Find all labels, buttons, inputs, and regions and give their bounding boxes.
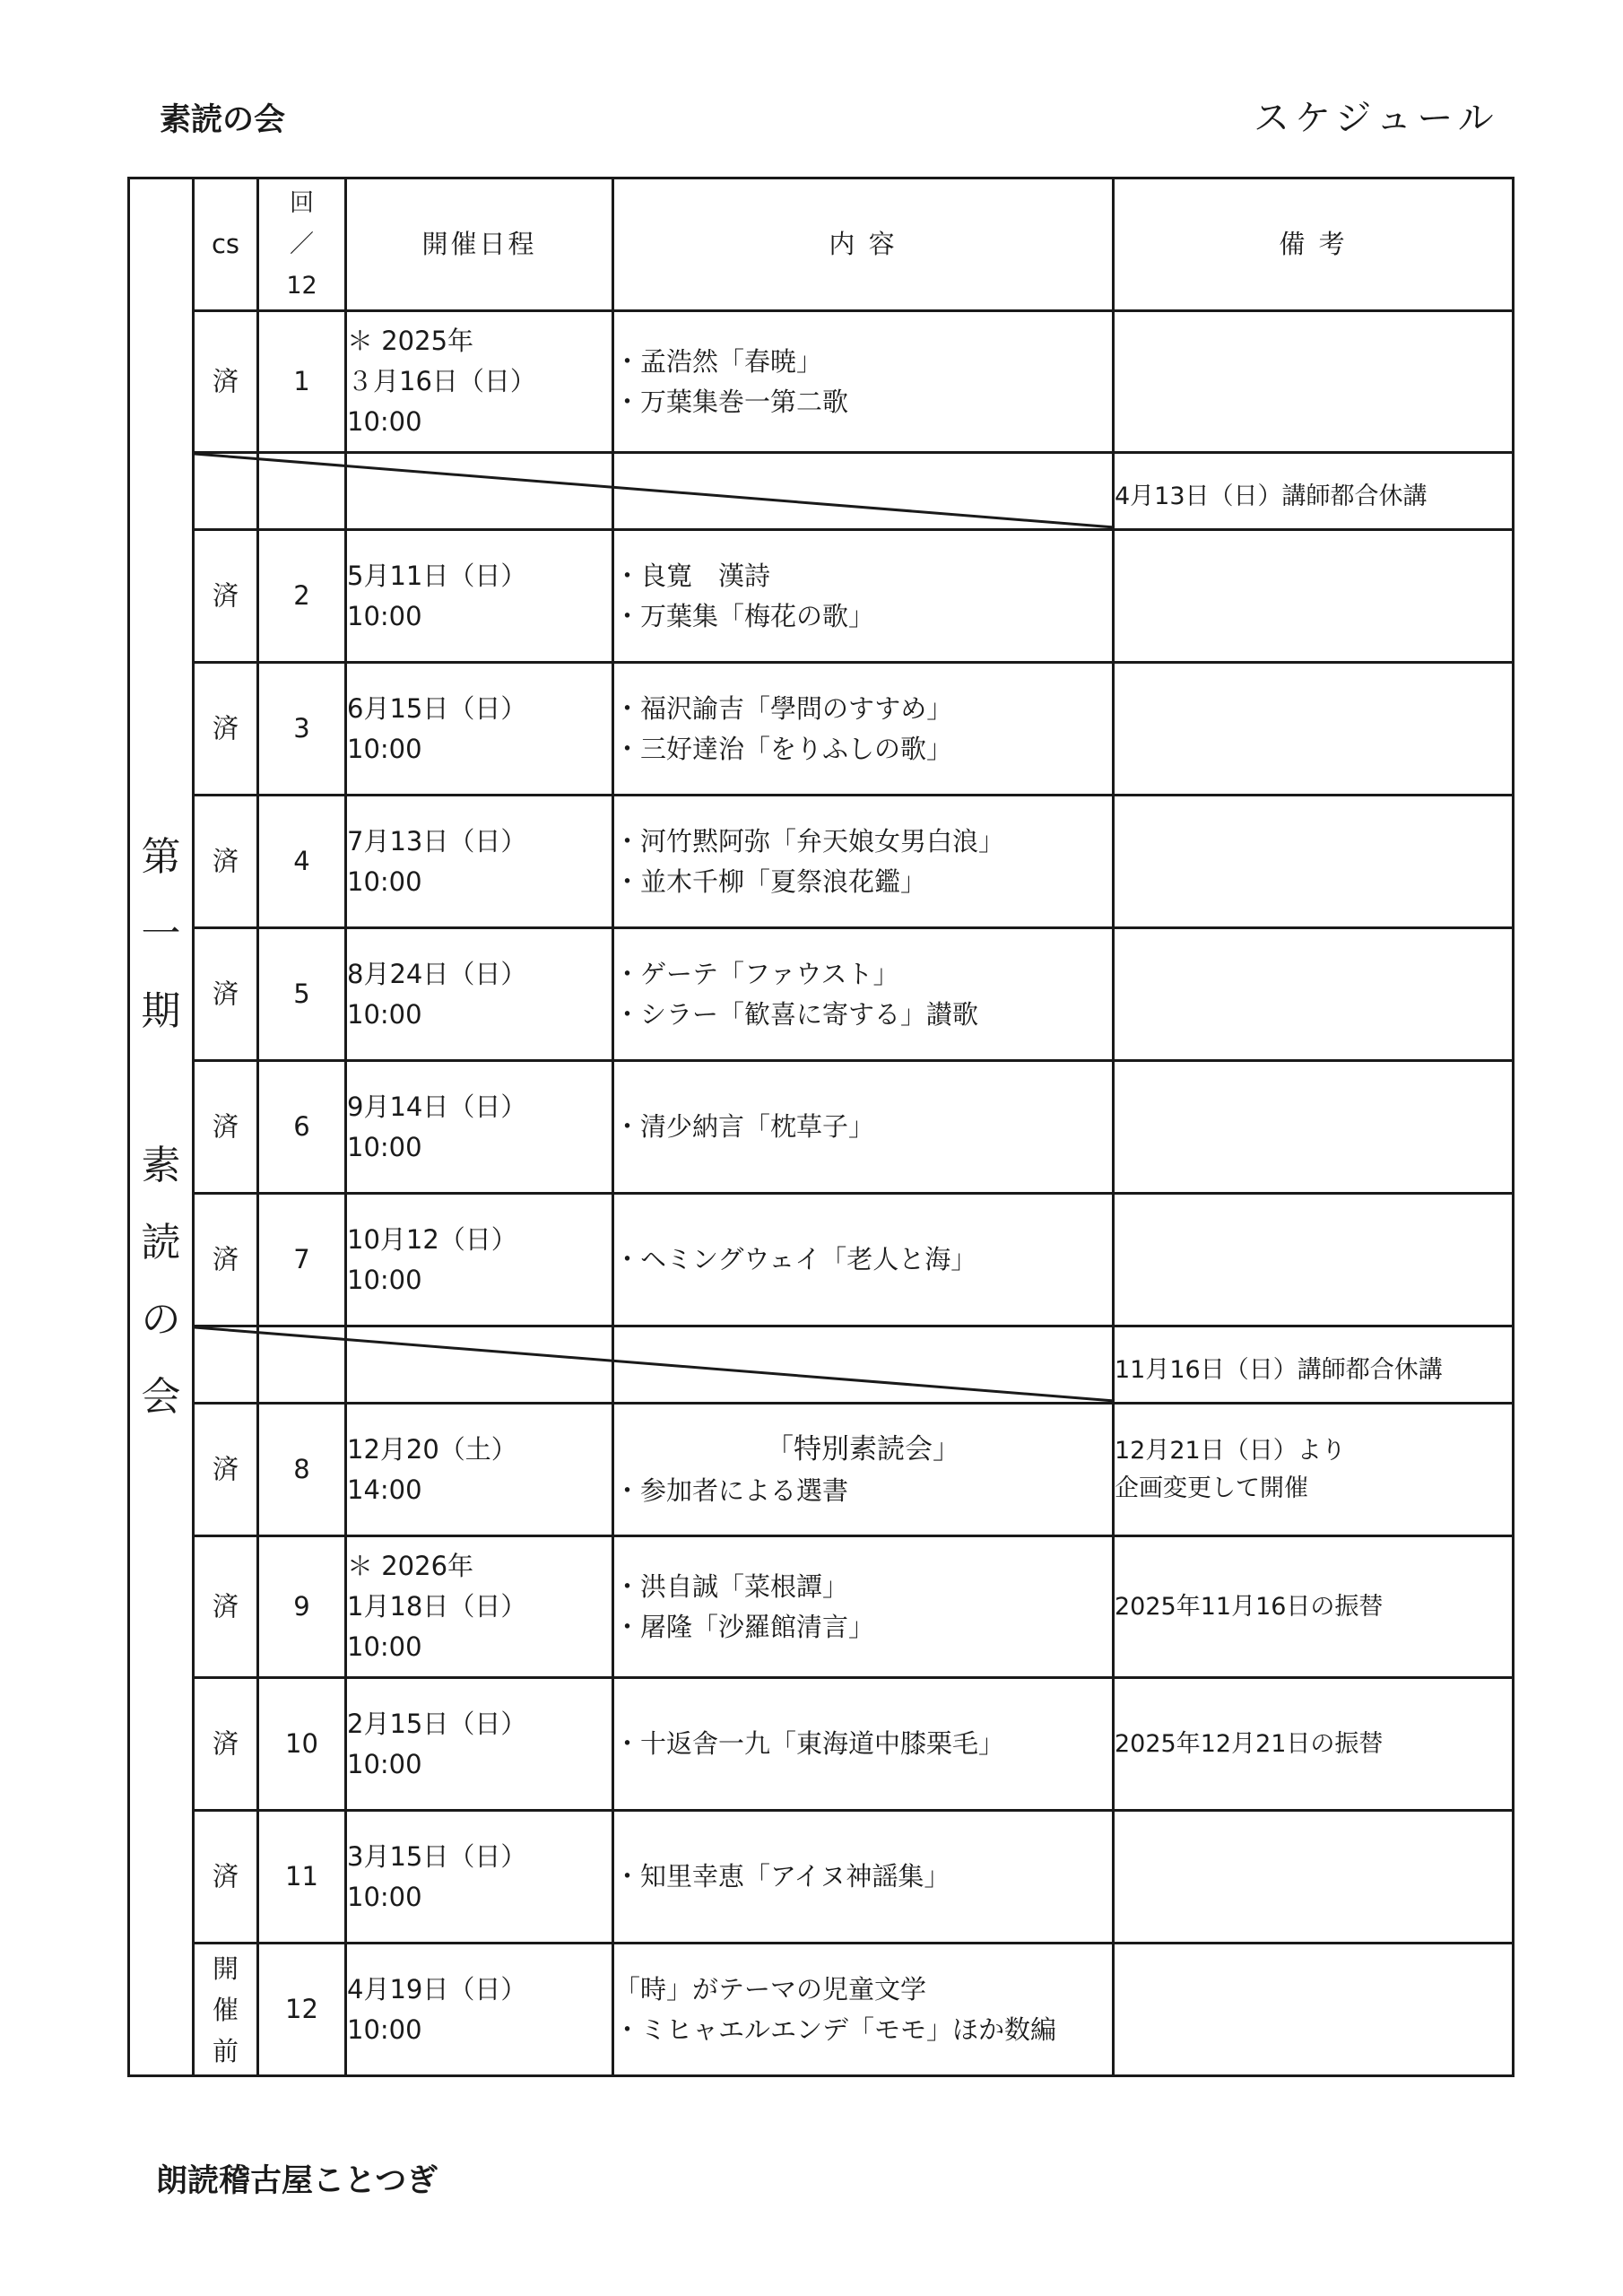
note-line: 企画変更して開催 <box>1115 1474 1308 1502</box>
date-line: 10:00 <box>347 600 422 631</box>
date-line: 10:00 <box>347 733 422 764</box>
footer-text: 朗読稽古屋ことつぎ <box>156 2163 438 2199</box>
note-cell <box>1114 311 1514 453</box>
status-cell <box>194 1061 258 1194</box>
content-line: ・ミヒャエルエンデ「モモ」ほか数編 <box>614 2013 1057 2045</box>
status-text: 済 <box>212 978 239 1010</box>
rest-cell <box>258 1326 346 1404</box>
col-header-round <box>258 178 346 311</box>
period-char: 会 <box>141 1373 181 1420</box>
session-row <box>129 663 1514 796</box>
session-row <box>129 1194 1514 1326</box>
round-number: 8 <box>258 1404 346 1536</box>
col-header-content: 内 容 <box>613 178 1114 311</box>
content-cell <box>613 1811 1114 1944</box>
content-line: ・万葉集巻一第二歌 <box>614 386 849 417</box>
date-cell <box>346 1061 613 1194</box>
note-cell <box>1114 530 1514 663</box>
status-cell <box>194 928 258 1061</box>
session-row <box>129 928 1514 1061</box>
period-char: 期 <box>141 987 181 1034</box>
date-line: 10:00 <box>347 1881 422 1912</box>
round-header-part: ／ <box>290 230 314 258</box>
date-line: 3月15日（日） <box>347 1840 527 1872</box>
date-line: 1月18日（日） <box>347 1591 527 1622</box>
content-cell <box>613 663 1114 796</box>
content-line: ・ゲーテ「ファウスト」 <box>614 958 899 989</box>
content-line: ・知里幸恵「アイヌ神謡集」 <box>614 1861 950 1892</box>
date-line: 10:00 <box>347 865 422 897</box>
date-line: 5月11日（日） <box>347 560 527 591</box>
note-cell <box>1114 1536 1514 1678</box>
status-char: 開 <box>212 1952 239 1984</box>
date-line: 9月14日（日） <box>347 1091 527 1122</box>
content-line: ・孟浩然「春暁」 <box>614 345 823 377</box>
date-cell <box>346 1536 613 1678</box>
period-char: 読 <box>141 1219 181 1265</box>
rest-cell <box>346 1326 613 1404</box>
rest-cell <box>346 453 613 530</box>
note-cell <box>1114 1194 1514 1326</box>
status-text: 済 <box>212 1861 239 1892</box>
col-header-cs: cs <box>194 178 258 311</box>
period-char: 第 <box>141 833 181 880</box>
date-line: 14:00 <box>347 1474 422 1505</box>
date-line: 10:00 <box>347 405 422 437</box>
date-cell <box>346 663 613 796</box>
date-line: ＊ 2025年 <box>347 326 474 357</box>
status-cell <box>194 1811 258 1944</box>
status-cell <box>194 663 258 796</box>
content-line: ・屠隆「沙羅館清言」 <box>614 1611 875 1642</box>
date-cell <box>346 530 613 663</box>
rest-cell <box>194 1326 258 1404</box>
date-cell <box>346 1944 613 2076</box>
date-cell <box>346 1678 613 1811</box>
session-row <box>129 1536 1514 1678</box>
status-cell <box>194 311 258 453</box>
note-line: 11月16日（日）講師都合休講 <box>1115 1356 1443 1385</box>
note-cell <box>1114 1061 1514 1194</box>
content-cell <box>613 796 1114 928</box>
schedule-table <box>127 177 1515 2077</box>
date-line: 10:00 <box>347 998 422 1030</box>
content-cell <box>613 1678 1114 1811</box>
round-number: 9 <box>258 1536 346 1678</box>
session-row <box>129 1061 1514 1194</box>
date-line: 8月24日（日） <box>347 958 527 989</box>
rest-cell <box>613 453 1114 530</box>
date-cell <box>346 1811 613 1944</box>
date-line: 10:00 <box>347 1131 422 1162</box>
date-line: 10:00 <box>347 2013 422 2045</box>
period-char: の <box>141 1296 181 1343</box>
rest-row <box>129 1326 1514 1404</box>
status-cell <box>194 796 258 928</box>
round-number: 1 <box>258 311 346 453</box>
date-cell <box>346 928 613 1061</box>
date-cell <box>346 311 613 453</box>
content-line: ・福沢諭吉「學問のすすめ」 <box>614 692 953 724</box>
doc-subtitle: スケジュール <box>1254 98 1499 139</box>
col-header-note: 備 考 <box>1114 178 1514 311</box>
content-line: ・洪自誠「菜根譚」 <box>614 1570 849 1602</box>
content-cell <box>613 928 1114 1061</box>
date-line: 7月13日（日） <box>347 825 527 857</box>
round-number: 12 <box>258 1944 346 2076</box>
note-cell <box>1114 1678 1514 1811</box>
status-cell <box>194 1678 258 1811</box>
rest-cell <box>194 453 258 530</box>
content-line: ・三好達治「をりふしの歌」 <box>614 733 953 764</box>
date-cell <box>346 1404 613 1536</box>
status-text: 済 <box>212 1591 239 1622</box>
content-line: ・シラー「歓喜に寄する」讃歌 <box>614 998 979 1030</box>
content-cell <box>613 311 1114 453</box>
rest-row <box>129 453 1514 530</box>
content-cell <box>613 1404 1114 1536</box>
content-line: ・良寛 漢詩 <box>614 560 771 591</box>
round-number: 11 <box>258 1811 346 1944</box>
status-cell <box>194 530 258 663</box>
doc-title: 素読の会 <box>160 102 286 138</box>
status-text: 済 <box>212 846 239 877</box>
note-line: 2025年11月16日の振替 <box>1115 1592 1384 1621</box>
round-number: 5 <box>258 928 346 1061</box>
round-header-part: 12 <box>286 271 317 300</box>
content-line: 「時」がテーマの児童文学 <box>614 1973 927 2005</box>
status-cell <box>194 1536 258 1678</box>
session-row <box>129 1404 1514 1536</box>
date-line: 10:00 <box>347 1748 422 1779</box>
content-line: ・ヘミングウェイ「老人と海」 <box>614 1244 977 1275</box>
status-cell <box>194 1194 258 1326</box>
rest-cell <box>613 1326 1114 1404</box>
date-line: 4月19日（日） <box>347 1973 527 2005</box>
content-line: ・河竹黙阿弥「弁天娘女男白浪」 <box>614 825 1005 857</box>
date-line: 2月15日（日） <box>347 1708 527 1739</box>
date-cell <box>346 796 613 928</box>
content-line: ・万葉集「梅花の歌」 <box>614 600 875 631</box>
note-line: 2025年12月21日の振替 <box>1115 1729 1384 1758</box>
status-text: 済 <box>212 580 239 612</box>
col-header-date: 開催日程 <box>346 178 613 311</box>
content-line: ・並木千柳「夏祭浪花鑑」 <box>614 865 927 897</box>
round-number: 4 <box>258 796 346 928</box>
content-cell <box>613 1194 1114 1326</box>
period-char: 素 <box>141 1142 181 1188</box>
header-row <box>129 178 1514 311</box>
round-number: 6 <box>258 1061 346 1194</box>
status-char: 催 <box>212 1994 239 2025</box>
rest-cell <box>258 453 346 530</box>
note-cell <box>1114 1944 1514 2076</box>
status-cell <box>194 1944 258 2076</box>
period-char: 一 <box>141 910 181 957</box>
round-header-part: 回 <box>290 188 314 217</box>
rest-note <box>1114 1326 1514 1404</box>
content-line: ・十返舎一九「東海道中膝栗毛」 <box>614 1728 1005 1760</box>
round-number: 10 <box>258 1678 346 1811</box>
date-cell <box>346 1194 613 1326</box>
round-number: 2 <box>258 530 346 663</box>
date-line: ＊ 2026年 <box>347 1551 474 1582</box>
content-cell <box>613 1944 1114 2076</box>
status-char: 前 <box>212 2035 239 2066</box>
session-row <box>129 1811 1514 1944</box>
session-row <box>129 1944 1514 2076</box>
period-label <box>129 178 194 2076</box>
session-row <box>129 311 1514 453</box>
date-line: 10月12（日） <box>347 1223 517 1255</box>
date-line: ３月16日（日） <box>347 366 536 397</box>
status-cell <box>194 1404 258 1536</box>
note-cell <box>1114 1811 1514 1944</box>
session-row <box>129 530 1514 663</box>
date-line: 12月20（土） <box>347 1433 517 1465</box>
note-line: 12月21日（日）より <box>1115 1436 1346 1465</box>
date-line: 10:00 <box>347 1264 422 1295</box>
note-cell <box>1114 663 1514 796</box>
round-number: 7 <box>258 1194 346 1326</box>
status-text: 済 <box>212 1244 239 1275</box>
note-cell <box>1114 928 1514 1061</box>
note-line: 4月13日（日）講師都合休講 <box>1115 483 1428 511</box>
content-cell <box>613 1061 1114 1194</box>
content-line: ・清少納言「枕草子」 <box>614 1111 875 1143</box>
period-char <box>142 1050 181 1127</box>
status-text: 済 <box>212 1728 239 1760</box>
status-text: 済 <box>212 1111 239 1143</box>
content-title: 「特別素読会」 <box>766 1433 960 1465</box>
rest-note <box>1114 453 1514 530</box>
session-row <box>129 796 1514 928</box>
session-row <box>129 1678 1514 1811</box>
note-cell <box>1114 796 1514 928</box>
status-text: 済 <box>212 366 239 397</box>
content-cell <box>613 530 1114 663</box>
status-text: 済 <box>212 1454 239 1485</box>
round-number: 3 <box>258 663 346 796</box>
note-cell <box>1114 1404 1514 1536</box>
date-line: 6月15日（日） <box>347 692 527 724</box>
status-text: 済 <box>212 713 239 744</box>
content-line: ・参加者による選書 <box>614 1475 849 1507</box>
date-line: 10:00 <box>347 1631 422 1662</box>
content-cell <box>613 1536 1114 1678</box>
